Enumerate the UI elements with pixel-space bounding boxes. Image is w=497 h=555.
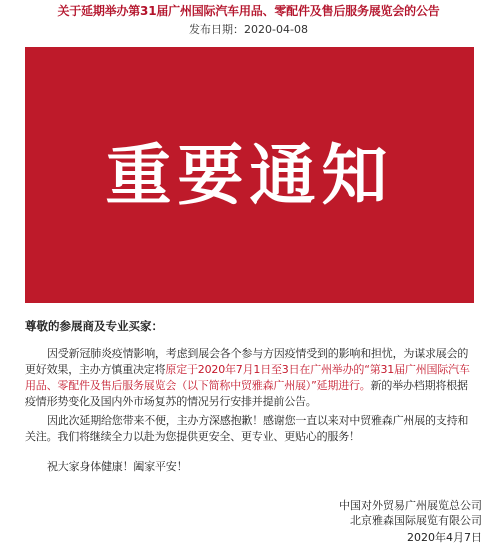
signature-date: 2020年4月7日 (407, 531, 482, 544)
paragraph-postponement (25, 346, 475, 410)
paragraph-apology: 因此次延期给您带来不便，主办方深感抱歉！感谢您一直以来对中贸雅森广州展的支持和关注。我们将继续全力以赴为您提供更安全、更专业、更贴心的服务！ (25, 414, 469, 443)
paragraph-text: 因受新冠肺炎疫情影响，考虑到展会各个参与方因疫情受到的影响和担忧，为谋求展会的更好效果，主办方慎重决定将 (25, 347, 469, 376)
highlighted-text: 原定于2020年7月1日至3日在广州举办的“第31届广州国际汽车用品、零配件及售后服务展览会（以下简称中贸雅森广州展）”延期进行。 (25, 363, 470, 392)
paragraph-text: 新的举办档期将根据疫情形势变化及国内外市场复苏的情况另行安排并提前公告。 (25, 379, 468, 408)
paragraph-wishes: 祝大家身体健康！阖家平安！ (47, 460, 188, 473)
signature-org-1: 中国对外贸易广州展览总公司 (339, 499, 482, 512)
publish-date: 发布日期：2020-04-08 (189, 23, 308, 36)
important-notice-banner (25, 47, 474, 303)
notice-title: 关于延期举办第31届广州国际汽车用品、零配件及售后服务展览会的公告 (57, 4, 440, 18)
salutation: 尊敬的参展商及专业买家： (25, 319, 163, 333)
signature-org-2: 北京雅森国际展览有限公司 (350, 514, 482, 527)
banner-text: 重要通知 (105, 136, 394, 214)
